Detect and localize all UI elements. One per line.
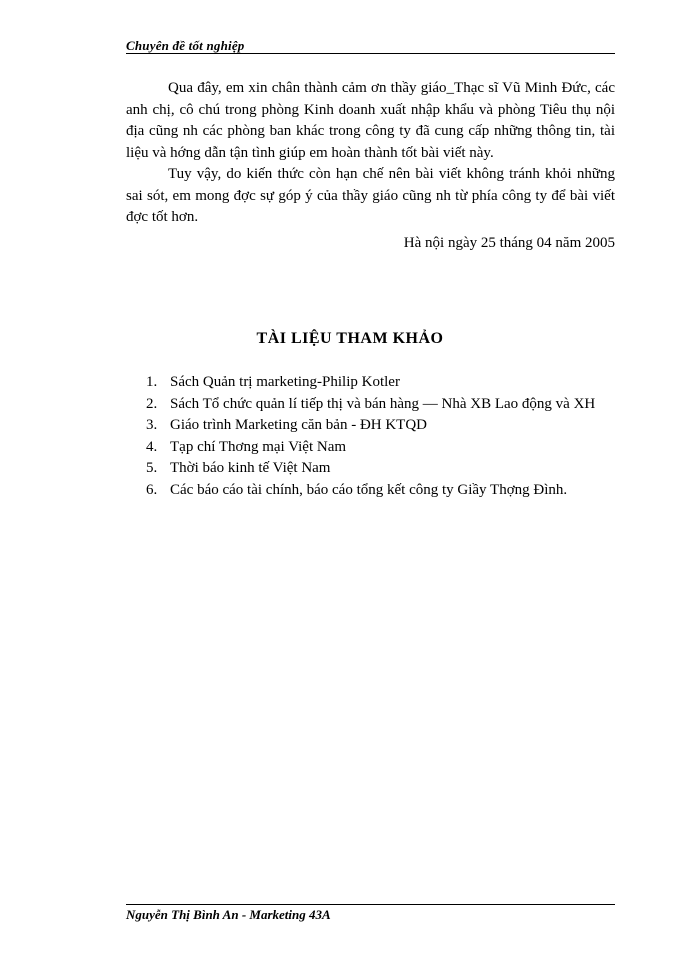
list-item-text: Thời báo kinh tế Việt Nam <box>170 460 331 476</box>
list-item <box>146 394 616 416</box>
list-item <box>146 372 616 394</box>
references-heading: TÀI LIỆU THAM KHẢO <box>256 330 444 347</box>
list-item-text: Tạp chí Thơng mại Việt Nam <box>170 438 347 455</box>
references-list <box>146 372 616 501</box>
list-item-number: 3. <box>146 417 158 433</box>
list-item <box>146 437 616 459</box>
list-item <box>146 480 616 502</box>
list-item-text: Giáo trình Marketing căn bản - ĐH KTQD <box>170 417 428 433</box>
list-item-text: Sách Quản trị marketing-Philip Kotler <box>170 374 400 390</box>
footer-divider <box>126 904 615 905</box>
list-item <box>146 458 616 480</box>
list-item-number: 4. <box>146 438 158 455</box>
list-item-number: 6. <box>146 481 158 498</box>
list-item-number: 5. <box>146 460 158 476</box>
list-item <box>146 415 616 437</box>
list-item-number: 1. <box>146 374 158 390</box>
list-item-number: 2. <box>146 395 158 412</box>
acknowledgement-section <box>126 78 615 254</box>
running-header: Chuyên đề tốt nghiệp <box>126 38 245 53</box>
list-item-text: Các báo cáo tài chính, báo cáo tổng kết công ty Giầy Thợng Đình. <box>170 481 568 498</box>
running-footer: Nguyễn Thị Bình An - Marketing 43A <box>126 907 331 922</box>
date-signoff: Hà nội ngày 25 tháng 04 năm 2005 <box>403 234 615 251</box>
list-item-text: Sách Tổ chức quản lí tiếp thị và bán hàng — Nhà XB Lao động và XH <box>170 395 596 412</box>
closing-paragraph: Tuy vậy, do kiến thức còn hạn chế nên bài viết không tránh khỏi những sai sót, em mong đợc sự góp ý của thầy giáo cũng nh từ phía công ty để bài viết đợc tốt hơn. <box>126 166 615 225</box>
acknowledgement-paragraph: Qua đây, em xin chân thành cảm ơn thầy giáo_Thạc sĩ Vũ Minh Đức, các anh chị, cô chú trong phòng Kinh doanh xuất nhập khẩu và phòng Tiêu thụ nội địa cũng nh các phòng ban khác trong công ty đã cung cấp những thông tin, tài liệu và hớng dẫn tận tình giúp em hoàn thành tốt bài viết này. <box>126 80 615 161</box>
header-divider <box>126 53 615 54</box>
